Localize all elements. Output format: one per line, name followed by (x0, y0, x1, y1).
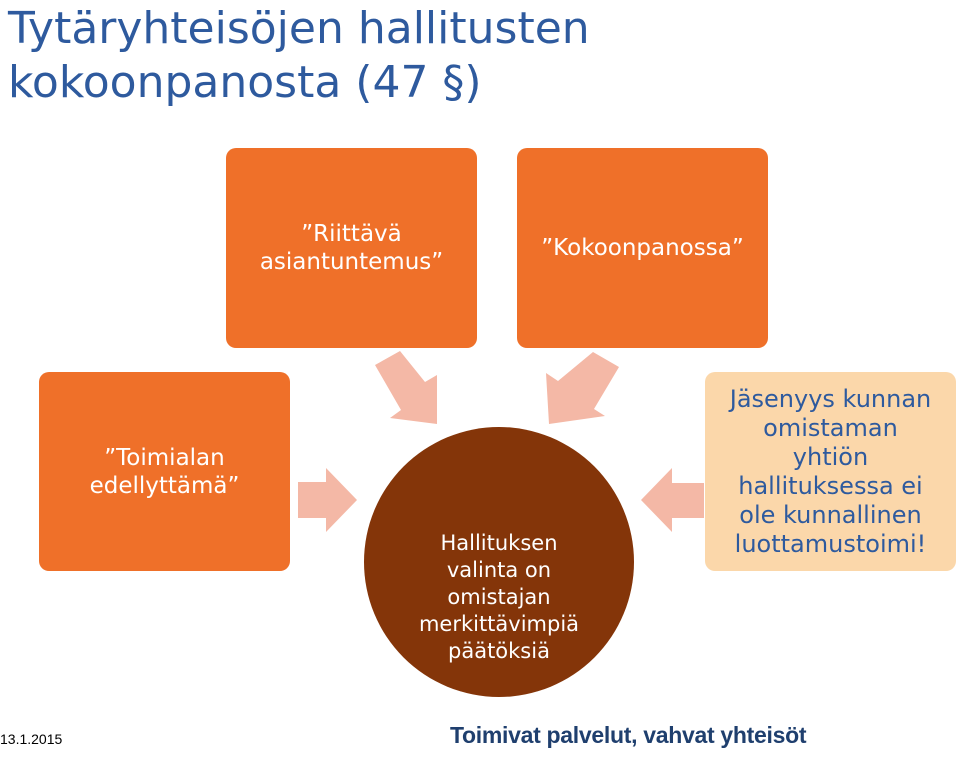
arrow-membership (641, 468, 704, 532)
arrow-expertise (375, 351, 437, 424)
center-line-2: valinta on (446, 557, 552, 582)
membership-line-1: Jäsenyys kunnan (729, 384, 932, 413)
expertise-line-2: asiantuntemus” (259, 249, 444, 275)
membership-line-4: hallituksessa ei (738, 471, 923, 500)
membership-box (705, 372, 956, 571)
footer-slogan: Toimivat palvelut, vahvat yhteisöt (450, 722, 807, 748)
composition-line-1: ”Kokoonpanossa” (541, 235, 744, 261)
center-line-5: päätöksiä (448, 638, 550, 663)
expertise-line-1: ”Riittävä (301, 221, 402, 247)
center-line-1: Hallituksen (440, 530, 558, 555)
title-line-1: Tytäryhteisöjen hallitusten (8, 3, 590, 54)
industry-line-1: ”Toimialan (104, 444, 225, 471)
membership-line-6: luottamustoimi! (734, 529, 927, 558)
membership-line-2: omistaman (763, 413, 898, 442)
arrow-composition (546, 352, 619, 424)
membership-line-3: yhtiön (792, 442, 869, 471)
industry-line-2: edellyttämä” (89, 472, 240, 499)
industry-box (39, 372, 290, 571)
arrow-industry (298, 468, 357, 532)
expertise-box (226, 148, 477, 348)
center-circle (364, 427, 634, 697)
center-line-4: merkittävimpiä (418, 611, 580, 636)
membership-line-5: ole kunnallinen (739, 500, 922, 529)
footer-date: 13.1.2015 (0, 731, 63, 747)
center-line-3: omistajan (447, 584, 551, 609)
title-line-2: kokoonpanosta (47 §) (8, 57, 482, 108)
composition-box (517, 148, 768, 348)
